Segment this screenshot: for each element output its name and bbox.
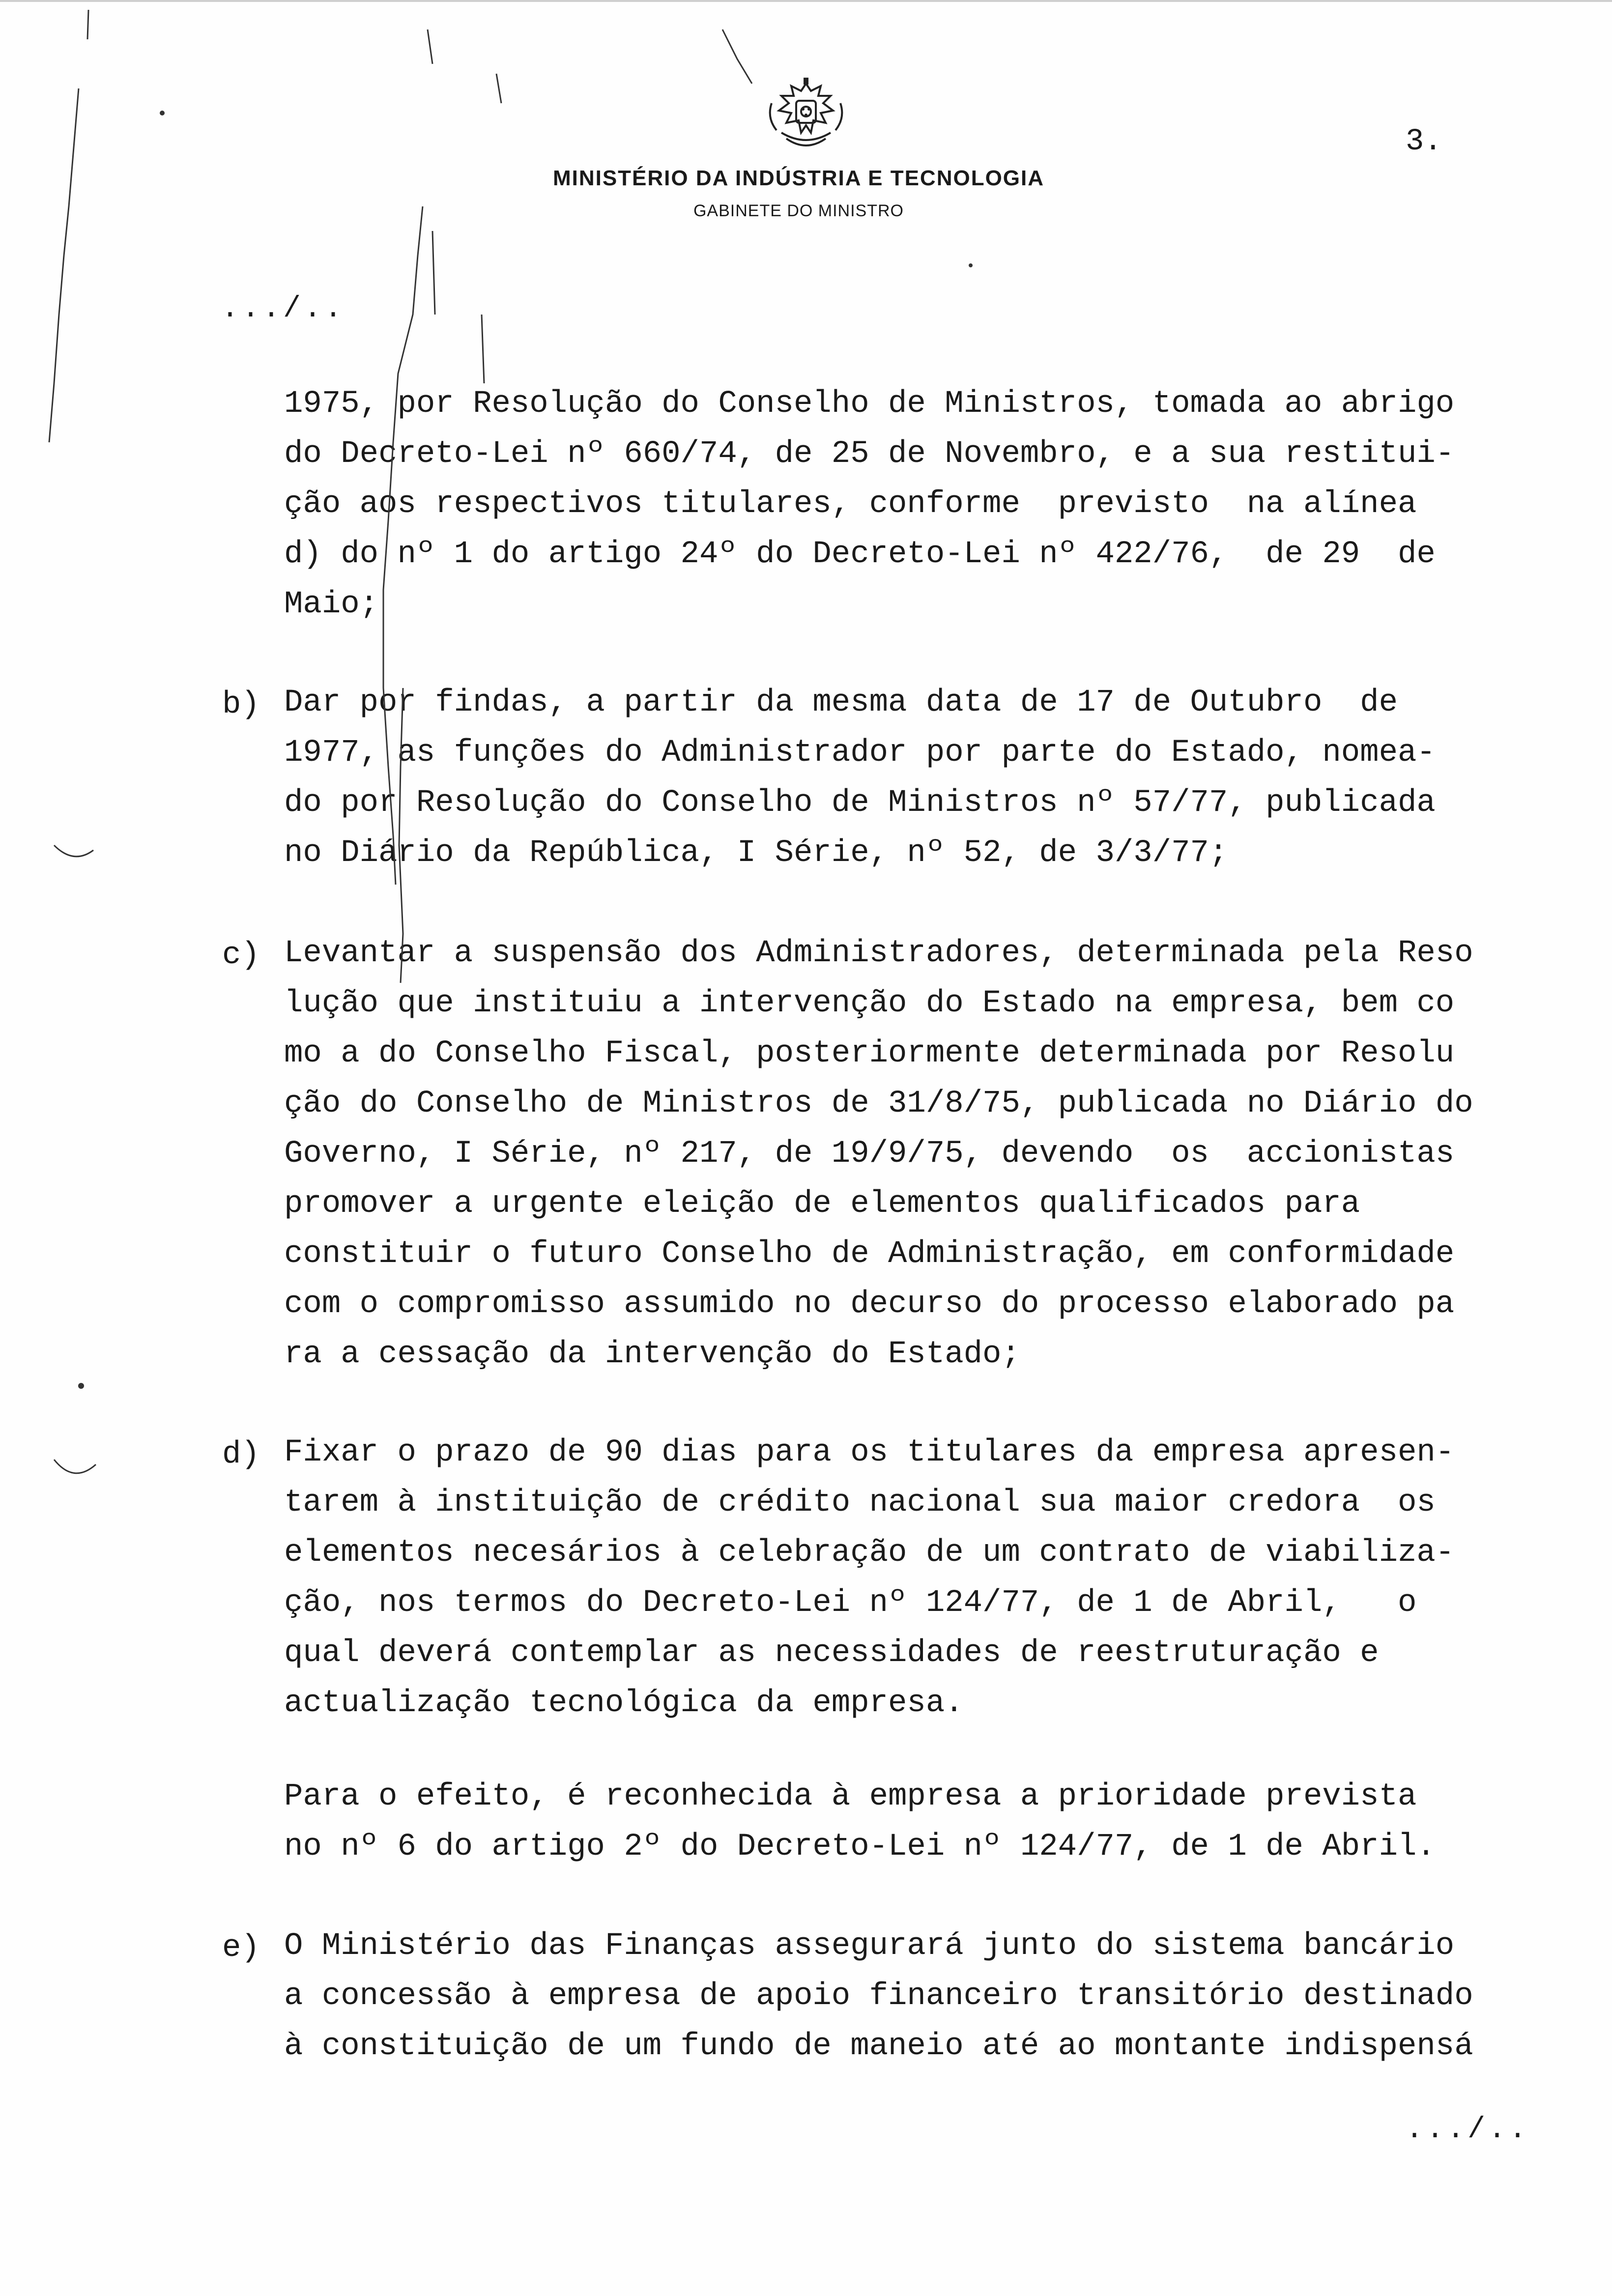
scan-mark: [54, 845, 93, 857]
scan-mark: [496, 74, 501, 103]
body-line: no Diário da República, I Série, nº 52, de 3/3/77;: [284, 835, 1228, 871]
page-number: 3.: [1406, 124, 1442, 159]
scan-dot: [78, 1383, 84, 1389]
letterhead: [0, 166, 1612, 221]
item-label-e: e): [222, 1930, 260, 1966]
body-line: ção, nos termos do Decreto-Lei nº 124/77, de 1 de Abril, o: [284, 1585, 1417, 1621]
item-label-d: d): [222, 1437, 260, 1472]
body-line: constituir o futuro Conselho de Administração, em conformidade: [284, 1236, 1455, 1272]
office-name: GABINETE DO MINISTRO: [693, 201, 904, 220]
body-line: ção aos respectivos titulares, conforme previsto na alínea: [284, 487, 1417, 522]
body-line: 1977, as funções do Administrador por parte do Estado, nomea-: [284, 735, 1436, 771]
body-line: elementos necesários à celebração de um contrato de viabiliza-: [284, 1535, 1455, 1571]
body-line: ção do Conselho de Ministros de 31/8/75, publicada no Diário do: [284, 1086, 1473, 1121]
scan-mark: [428, 29, 432, 64]
body-line: do por Resolução do Conselho de Ministros nº 57/77, publicada: [284, 785, 1436, 821]
ministry-name: MINISTÉRIO DA INDÚSTRIA E TECNOLOGIA: [552, 166, 1045, 190]
body-line: Levantar a suspensão dos Administradores, determinada pela Reso: [284, 936, 1473, 971]
body-line: Fixar o prazo de 90 dias para os titulares da empresa apresen-: [284, 1435, 1455, 1470]
item-label-c: c): [222, 938, 260, 973]
body-line: 1975, por Resolução do Conselho de Ministros, tomada ao abrigo: [284, 386, 1455, 422]
item-label-b: b): [222, 687, 260, 722]
body-line: Maio;: [284, 587, 379, 622]
body-line: d) do nº 1 do artigo 24º do Decreto-Lei nº 422/76, de 29 de: [284, 537, 1436, 572]
body-line: mo a do Conselho Fiscal, posteriormente determinada por Resolu: [284, 1036, 1455, 1071]
body-line: Dar por findas, a partir da mesma data de 17 de Outubro de: [284, 685, 1398, 720]
body-line: no nº 6 do artigo 2º do Decreto-Lei nº 124/77, de 1 de Abril.: [284, 1829, 1436, 1865]
scan-dot: [160, 111, 165, 115]
scan-dot: [969, 263, 973, 267]
scan-mark: [49, 88, 79, 442]
body-line: a concessão à empresa de apoio financeiro transitório destinado: [284, 1979, 1473, 2014]
scan-mark: [54, 1460, 96, 1473]
body-line: tarem à instituição de crédito nacional sua maior credora os: [284, 1485, 1436, 1521]
body-line: promover a urgente eleição de elementos qualificados para: [284, 1186, 1360, 1222]
body-line: actualização tecnológica da empresa.: [284, 1686, 964, 1721]
continuation-mark-top: .../..: [221, 292, 345, 326]
body-line: ra a cessação da intervenção do Estado;: [284, 1337, 1020, 1372]
body-line: O Ministério das Finanças assegurará junto do sistema bancário: [284, 1928, 1455, 1964]
top-edge-rule: [0, 0, 1612, 2]
scan-mark: [432, 231, 435, 315]
scan-mark: [722, 29, 752, 84]
coat-of-arms-icon: [752, 74, 860, 157]
scan-mark: [482, 315, 484, 383]
body-line: à constituição de um fundo de maneio até ao montante indispensá: [284, 2029, 1473, 2064]
body-line: com o compromisso assumido no decurso do processo elaborado pa: [284, 1287, 1455, 1322]
body-line: do Decreto-Lei nº 660/74, de 25 de Novembro, e a sua restitui-: [284, 436, 1455, 472]
body-line: lução que instituiu a intervenção do Estado na empresa, bem co: [284, 986, 1455, 1021]
scan-mark: [87, 10, 88, 39]
body-line: Governo, I Série, nº 217, de 19/9/75, devendo os accionistas: [284, 1136, 1455, 1172]
continuation-mark-bottom: .../..: [1406, 2113, 1530, 2147]
body-line: Para o efeito, é reconhecida à empresa a prioridade prevista: [284, 1779, 1417, 1814]
body-line: qual deverá contemplar as necessidades de reestruturação e: [284, 1636, 1379, 1671]
